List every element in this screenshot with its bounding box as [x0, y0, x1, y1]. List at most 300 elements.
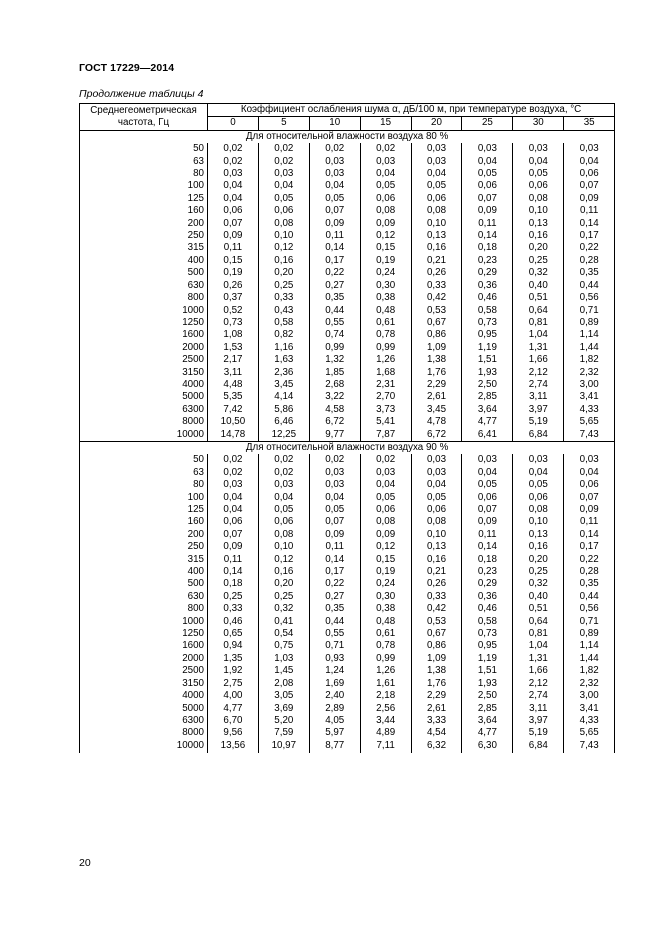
- frequency-cell: 1600: [80, 329, 208, 341]
- value-cell: 0,03: [513, 143, 564, 155]
- table-row: [80, 367, 615, 379]
- value-cell: 3,97: [513, 715, 564, 727]
- value-cell: 0,20: [258, 578, 309, 590]
- value-cell: 0,15: [208, 255, 259, 267]
- value-cell: 0,64: [513, 616, 564, 628]
- table-row: [80, 280, 615, 292]
- value-cell: 0,13: [513, 218, 564, 230]
- value-cell: 1,19: [462, 342, 513, 354]
- value-cell: 0,02: [309, 143, 360, 155]
- frequency-cell: 10000: [80, 429, 208, 442]
- table-row: [80, 230, 615, 242]
- value-cell: 0,11: [309, 541, 360, 553]
- value-cell: 3,45: [411, 404, 462, 416]
- value-cell: 0,15: [360, 242, 411, 254]
- value-cell: 0,48: [360, 616, 411, 628]
- frequency-cell: 1250: [80, 317, 208, 329]
- value-cell: 4,58: [309, 404, 360, 416]
- value-cell: 3,97: [513, 404, 564, 416]
- value-cell: 1,45: [258, 665, 309, 677]
- value-cell: 0,03: [411, 143, 462, 155]
- value-cell: 0,14: [208, 566, 259, 578]
- value-cell: 0,11: [564, 205, 615, 217]
- value-cell: 0,08: [411, 516, 462, 528]
- value-cell: 0,06: [360, 193, 411, 205]
- value-cell: 1,63: [258, 354, 309, 366]
- value-cell: 0,04: [564, 467, 615, 479]
- value-cell: 0,13: [411, 541, 462, 553]
- value-cell: 0,06: [462, 492, 513, 504]
- value-cell: 0,04: [309, 180, 360, 192]
- value-cell: 0,33: [208, 603, 259, 615]
- frequency-cell: 315: [80, 554, 208, 566]
- table-row: [80, 504, 615, 516]
- table-row: [80, 566, 615, 578]
- table-row: [80, 329, 615, 341]
- value-cell: 0,25: [513, 255, 564, 267]
- value-cell: 0,06: [462, 180, 513, 192]
- value-cell: 0,37: [208, 292, 259, 304]
- value-cell: 1,66: [513, 665, 564, 677]
- value-cell: 0,11: [208, 554, 259, 566]
- value-cell: 1,26: [360, 354, 411, 366]
- value-cell: 0,03: [564, 143, 615, 155]
- value-cell: 0,02: [258, 156, 309, 168]
- frequency-cell: 1600: [80, 640, 208, 652]
- frequency-cell: 63: [80, 156, 208, 168]
- value-cell: 3,45: [258, 379, 309, 391]
- value-cell: 0,08: [513, 504, 564, 516]
- value-cell: 0,41: [258, 616, 309, 628]
- value-cell: 0,09: [564, 193, 615, 205]
- value-cell: 3,73: [360, 404, 411, 416]
- value-cell: 1,44: [564, 653, 615, 665]
- value-cell: 3,44: [360, 715, 411, 727]
- value-cell: 5,65: [564, 416, 615, 428]
- value-cell: 0,09: [564, 504, 615, 516]
- value-cell: 2,61: [411, 391, 462, 403]
- value-cell: 0,08: [258, 529, 309, 541]
- value-cell: 0,89: [564, 317, 615, 329]
- value-cell: 3,00: [564, 690, 615, 702]
- value-cell: 0,44: [309, 305, 360, 317]
- value-cell: 0,25: [513, 566, 564, 578]
- value-cell: 0,03: [309, 479, 360, 491]
- value-cell: 0,04: [360, 479, 411, 491]
- table-row: [80, 193, 615, 205]
- temperature-header-cell: 30: [513, 117, 564, 130]
- value-cell: 1,53: [208, 342, 259, 354]
- frequency-cell: 4000: [80, 379, 208, 391]
- value-cell: 3,11: [513, 703, 564, 715]
- value-cell: 0,15: [360, 554, 411, 566]
- value-cell: 0,11: [309, 230, 360, 242]
- value-cell: 0,03: [411, 467, 462, 479]
- temperature-header-cell: 10: [309, 117, 360, 130]
- value-cell: 0,24: [360, 267, 411, 279]
- value-cell: 0,28: [564, 255, 615, 267]
- frequency-cell: 315: [80, 242, 208, 254]
- value-cell: 0,03: [208, 479, 259, 491]
- value-cell: 0,61: [360, 628, 411, 640]
- document-id: ГОСТ 17229—2014: [79, 62, 175, 74]
- value-cell: 2,70: [360, 391, 411, 403]
- value-cell: 0,09: [462, 516, 513, 528]
- table-row: [80, 305, 615, 317]
- temperature-header-cell: 20: [411, 117, 462, 130]
- value-cell: 0,93: [309, 653, 360, 665]
- value-cell: 0,38: [360, 292, 411, 304]
- value-cell: 0,09: [360, 529, 411, 541]
- value-cell: 0,03: [360, 156, 411, 168]
- value-cell: 0,18: [208, 578, 259, 590]
- frequency-cell: 3150: [80, 367, 208, 379]
- value-cell: 2,68: [309, 379, 360, 391]
- frequency-cell: 100: [80, 492, 208, 504]
- value-cell: 7,87: [360, 429, 411, 442]
- table-row: [80, 143, 615, 155]
- table-row: [80, 479, 615, 491]
- value-cell: 0,17: [309, 255, 360, 267]
- value-cell: 0,16: [258, 255, 309, 267]
- value-cell: 0,07: [462, 504, 513, 516]
- value-cell: 12,25: [258, 429, 309, 442]
- value-cell: 0,06: [513, 180, 564, 192]
- value-cell: 0,14: [462, 541, 513, 553]
- value-cell: 0,06: [258, 205, 309, 217]
- value-cell: 0,07: [208, 529, 259, 541]
- value-cell: 7,11: [360, 740, 411, 753]
- value-cell: 0,03: [513, 454, 564, 466]
- table-body: [80, 130, 615, 753]
- value-cell: 0,11: [208, 242, 259, 254]
- value-cell: 0,02: [258, 467, 309, 479]
- value-cell: 0,52: [208, 305, 259, 317]
- value-cell: 14,78: [208, 429, 259, 442]
- value-cell: 6,84: [513, 740, 564, 753]
- value-cell: 1,08: [208, 329, 259, 341]
- frequency-cell: 4000: [80, 690, 208, 702]
- value-cell: 0,13: [513, 529, 564, 541]
- value-cell: 0,10: [513, 205, 564, 217]
- value-cell: 1,31: [513, 653, 564, 665]
- table-row: [80, 492, 615, 504]
- value-cell: 0,03: [309, 467, 360, 479]
- frequency-cell: 125: [80, 193, 208, 205]
- value-cell: 0,26: [208, 280, 259, 292]
- value-cell: 0,95: [462, 640, 513, 652]
- value-cell: 0,21: [411, 255, 462, 267]
- value-cell: 0,99: [360, 653, 411, 665]
- value-cell: 0,02: [208, 454, 259, 466]
- value-cell: 1,93: [462, 367, 513, 379]
- value-cell: 5,65: [564, 727, 615, 739]
- value-cell: 0,08: [513, 193, 564, 205]
- value-cell: 0,23: [462, 566, 513, 578]
- value-cell: 0,20: [513, 242, 564, 254]
- value-cell: 0,10: [258, 230, 309, 242]
- value-cell: 5,41: [360, 416, 411, 428]
- value-cell: 0,78: [360, 640, 411, 652]
- table-row: [80, 591, 615, 603]
- value-cell: 0,02: [208, 156, 259, 168]
- value-cell: 0,61: [360, 317, 411, 329]
- value-cell: 0,33: [258, 292, 309, 304]
- value-cell: 0,07: [309, 205, 360, 217]
- value-cell: 0,07: [564, 180, 615, 192]
- value-cell: 0,03: [411, 156, 462, 168]
- value-cell: 0,58: [462, 616, 513, 628]
- value-cell: 5,19: [513, 727, 564, 739]
- value-cell: 1,51: [462, 354, 513, 366]
- value-cell: 0,81: [513, 317, 564, 329]
- value-cell: 10,50: [208, 416, 259, 428]
- table-row: [80, 156, 615, 168]
- value-cell: 0,09: [462, 205, 513, 217]
- page-number: 20: [79, 857, 91, 869]
- value-cell: 0,04: [564, 156, 615, 168]
- value-cell: 8,77: [309, 740, 360, 753]
- value-cell: 0,08: [360, 516, 411, 528]
- value-cell: 3,00: [564, 379, 615, 391]
- value-cell: 0,12: [360, 230, 411, 242]
- value-cell: 0,35: [309, 292, 360, 304]
- value-cell: 0,08: [360, 205, 411, 217]
- value-cell: 0,32: [513, 267, 564, 279]
- value-cell: 0,04: [208, 180, 259, 192]
- table-row: [80, 404, 615, 416]
- value-cell: 0,53: [411, 305, 462, 317]
- value-cell: 0,44: [564, 591, 615, 603]
- value-cell: 0,22: [564, 242, 615, 254]
- value-cell: 5,97: [309, 727, 360, 739]
- table-row: [80, 578, 615, 590]
- value-cell: 0,19: [360, 255, 411, 267]
- value-cell: 0,99: [360, 342, 411, 354]
- value-cell: 0,02: [258, 143, 309, 155]
- value-cell: 4,77: [462, 727, 513, 739]
- frequency-cell: 160: [80, 516, 208, 528]
- value-cell: 0,29: [462, 267, 513, 279]
- value-cell: 0,29: [462, 578, 513, 590]
- value-cell: 0,73: [462, 628, 513, 640]
- value-cell: 4,89: [360, 727, 411, 739]
- value-cell: 0,21: [411, 566, 462, 578]
- value-cell: 0,07: [208, 218, 259, 230]
- value-cell: 1,09: [411, 653, 462, 665]
- frequency-cell: 1250: [80, 628, 208, 640]
- value-cell: 9,56: [208, 727, 259, 739]
- section-title: Для относительной влажности воздуха 80 %: [80, 130, 615, 143]
- value-cell: 2,50: [462, 690, 513, 702]
- value-cell: 0,58: [258, 317, 309, 329]
- value-cell: 0,04: [208, 504, 259, 516]
- value-cell: 0,03: [411, 454, 462, 466]
- value-cell: 0,09: [360, 218, 411, 230]
- value-cell: 4,33: [564, 715, 615, 727]
- value-cell: 0,10: [411, 218, 462, 230]
- value-cell: 2,56: [360, 703, 411, 715]
- value-cell: 1,32: [309, 354, 360, 366]
- value-cell: 0,08: [258, 218, 309, 230]
- frequency-cell: 100: [80, 180, 208, 192]
- value-cell: 0,05: [309, 193, 360, 205]
- value-cell: 0,56: [564, 292, 615, 304]
- value-cell: 6,30: [462, 740, 513, 753]
- value-cell: 2,61: [411, 703, 462, 715]
- frequency-cell: 2000: [80, 342, 208, 354]
- value-cell: 0,03: [564, 454, 615, 466]
- value-cell: 1,85: [309, 367, 360, 379]
- table-row: [80, 354, 615, 366]
- value-cell: 0,58: [462, 305, 513, 317]
- value-cell: 0,09: [309, 529, 360, 541]
- value-cell: 7,59: [258, 727, 309, 739]
- value-cell: 0,51: [513, 603, 564, 615]
- value-cell: 0,36: [462, 591, 513, 603]
- value-cell: 0,22: [309, 578, 360, 590]
- value-cell: 0,64: [513, 305, 564, 317]
- value-cell: 0,86: [411, 640, 462, 652]
- value-cell: 0,07: [309, 516, 360, 528]
- value-cell: 0,05: [411, 180, 462, 192]
- value-cell: 2,08: [258, 678, 309, 690]
- value-cell: 1,31: [513, 342, 564, 354]
- value-cell: 0,18: [462, 242, 513, 254]
- table-row: [80, 529, 615, 541]
- coefficient-column-header: Коэффициент ослабления шума α, дБ/100 м, при температуре воздуха, °С: [208, 104, 615, 117]
- frequency-cell: 800: [80, 292, 208, 304]
- table-row: [80, 379, 615, 391]
- value-cell: 0,14: [564, 218, 615, 230]
- value-cell: 0,06: [513, 492, 564, 504]
- frequency-cell: 800: [80, 603, 208, 615]
- frequency-cell: 500: [80, 578, 208, 590]
- frequency-cell: 10000: [80, 740, 208, 753]
- value-cell: 2,89: [309, 703, 360, 715]
- value-cell: 1,26: [360, 665, 411, 677]
- value-cell: 3,64: [462, 404, 513, 416]
- value-cell: 3,41: [564, 703, 615, 715]
- value-cell: 0,73: [462, 317, 513, 329]
- frequency-cell: 250: [80, 230, 208, 242]
- frequency-cell: 1000: [80, 305, 208, 317]
- value-cell: 0,71: [564, 616, 615, 628]
- frequency-cell: 8000: [80, 416, 208, 428]
- value-cell: 4,54: [411, 727, 462, 739]
- value-cell: 0,46: [462, 603, 513, 615]
- value-cell: 0,40: [513, 591, 564, 603]
- value-cell: 0,36: [462, 280, 513, 292]
- table-row: [80, 616, 615, 628]
- frequency-cell: 5000: [80, 703, 208, 715]
- frequency-cell: 2500: [80, 354, 208, 366]
- value-cell: 6,41: [462, 429, 513, 442]
- frequency-cell: 200: [80, 218, 208, 230]
- value-cell: 6,70: [208, 715, 259, 727]
- value-cell: 0,12: [258, 242, 309, 254]
- frequency-cell: 3150: [80, 678, 208, 690]
- value-cell: 6,72: [309, 416, 360, 428]
- frequency-cell: 2000: [80, 653, 208, 665]
- value-cell: 0,95: [462, 329, 513, 341]
- value-cell: 0,04: [411, 168, 462, 180]
- value-cell: 0,13: [411, 230, 462, 242]
- value-cell: 0,16: [513, 541, 564, 553]
- table-row: [80, 740, 615, 753]
- value-cell: 0,65: [208, 628, 259, 640]
- value-cell: 2,85: [462, 703, 513, 715]
- value-cell: 0,22: [564, 554, 615, 566]
- frequency-cell: 160: [80, 205, 208, 217]
- frequency-cell: 63: [80, 467, 208, 479]
- value-cell: 0,51: [513, 292, 564, 304]
- value-cell: 7,43: [564, 429, 615, 442]
- value-cell: 0,25: [258, 591, 309, 603]
- value-cell: 1,14: [564, 640, 615, 652]
- value-cell: 1,19: [462, 653, 513, 665]
- value-cell: 0,06: [411, 193, 462, 205]
- value-cell: 0,54: [258, 628, 309, 640]
- value-cell: 0,38: [360, 603, 411, 615]
- value-cell: 0,18: [462, 554, 513, 566]
- frequency-cell: 1000: [80, 616, 208, 628]
- value-cell: 0,03: [360, 467, 411, 479]
- value-cell: 1,09: [411, 342, 462, 354]
- value-cell: 2,18: [360, 690, 411, 702]
- value-cell: 3,41: [564, 391, 615, 403]
- value-cell: 2,74: [513, 379, 564, 391]
- value-cell: 0,10: [258, 541, 309, 553]
- value-cell: 0,19: [360, 566, 411, 578]
- frequency-cell: 630: [80, 280, 208, 292]
- value-cell: 0,09: [208, 230, 259, 242]
- value-cell: 0,30: [360, 280, 411, 292]
- value-cell: 0,02: [309, 454, 360, 466]
- value-cell: 1,76: [411, 367, 462, 379]
- value-cell: 0,06: [564, 168, 615, 180]
- frequency-cell: 400: [80, 255, 208, 267]
- table-row: [80, 653, 615, 665]
- value-cell: 0,10: [513, 516, 564, 528]
- value-cell: 0,17: [564, 230, 615, 242]
- value-cell: 2,32: [564, 678, 615, 690]
- table-row: [80, 703, 615, 715]
- value-cell: 0,06: [208, 516, 259, 528]
- table-row: [80, 267, 615, 279]
- value-cell: 0,11: [462, 529, 513, 541]
- value-cell: 2,75: [208, 678, 259, 690]
- value-cell: 0,06: [258, 516, 309, 528]
- frequency-cell: 50: [80, 454, 208, 466]
- value-cell: 2,85: [462, 391, 513, 403]
- value-cell: 1,14: [564, 329, 615, 341]
- value-cell: 0,06: [208, 205, 259, 217]
- frequency-cell: 5000: [80, 391, 208, 403]
- value-cell: 0,99: [309, 342, 360, 354]
- value-cell: 2,12: [513, 367, 564, 379]
- value-cell: 5,20: [258, 715, 309, 727]
- value-cell: 0,11: [462, 218, 513, 230]
- temperature-header-cell: 25: [462, 117, 513, 130]
- value-cell: 0,42: [411, 292, 462, 304]
- value-cell: 1,03: [258, 653, 309, 665]
- section-title: Для относительной влажности воздуха 90 %: [80, 441, 615, 454]
- value-cell: 0,05: [258, 193, 309, 205]
- value-cell: 0,04: [462, 467, 513, 479]
- value-cell: 6,84: [513, 429, 564, 442]
- value-cell: 0,46: [462, 292, 513, 304]
